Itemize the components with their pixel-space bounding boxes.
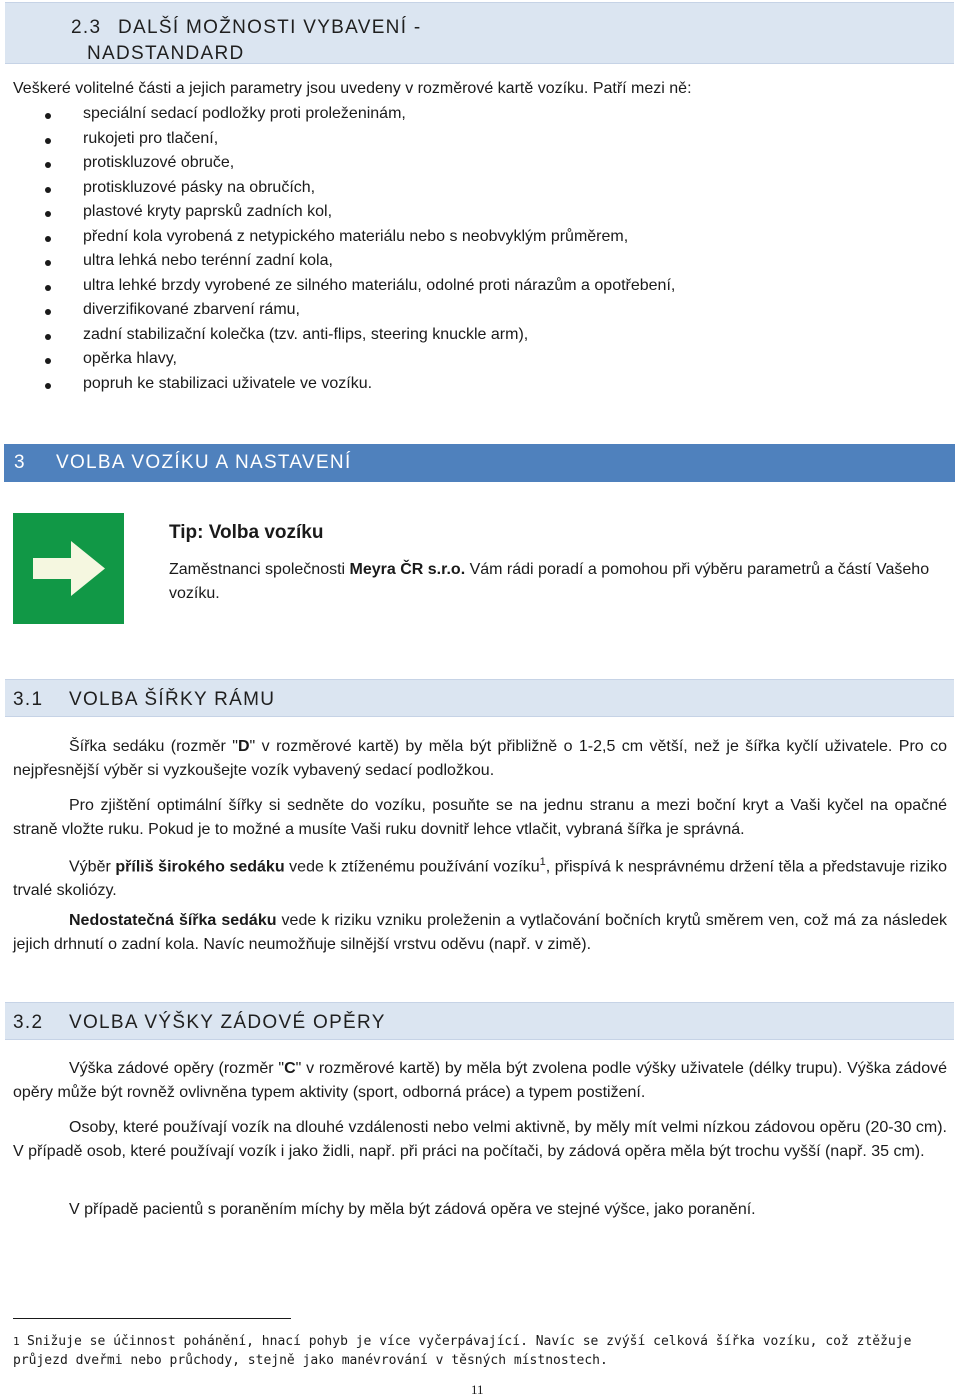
footnote-separator bbox=[13, 1318, 291, 1319]
bullet-dot bbox=[45, 383, 51, 389]
bullet-dot bbox=[45, 162, 51, 168]
section-2-3-heading bbox=[5, 2, 954, 64]
tip-title: Tip: Volba vozíku bbox=[169, 522, 324, 543]
list-item: přední kola vyrobená z netypického materiálu nebo s neobvyklým průměrem, bbox=[83, 228, 628, 246]
section-number: 2.3 bbox=[71, 17, 102, 38]
bullet-dot bbox=[45, 260, 51, 266]
list-item: zadní stabilizační kolečka (tzv. anti-flips, steering knuckle arm), bbox=[83, 326, 528, 344]
section-3-1-heading bbox=[5, 679, 954, 717]
list-item: diverzifikované zbarvení rámu, bbox=[83, 301, 300, 319]
section-title: VOLBA VOZÍKU A NASTAVENÍ bbox=[56, 452, 352, 473]
paragraph-seat-width: Šířka sedáku (rozměr "D" v rozměrové kartě) by měla být přibližně o 1-2,5 cm větší, než je šířka kyčlí uživatele. Pro co nejpřesnější výběr si vyzkoušejte vozík vybavený sedací podložkou. bbox=[13, 738, 947, 779]
bullet-dot bbox=[45, 358, 51, 364]
bullet-dot bbox=[45, 236, 51, 242]
paragraph-too-wide: Výběr příliš širokého sedáku vede k ztíženému používání vozíku$^1$, přispívá k nesprávnému držení těla a představuje riziko trvalé skoliózy. bbox=[13, 856, 947, 900]
paragraph-optimal-width: Pro zjištění optimální šířky si sedněte do vozíku, posuňte se na jednu stranu a mezi boční kryt a Vaši kyčel na opačné straně vložte ruku. Pokud je to možné a musíte Vaši ruku dovnitř lehce vtlačit, vybraná šířka je správná. bbox=[13, 797, 947, 838]
tip-text: Zaměstnanci společnosti Meyra ČR s.r.o. Vám rádi poradí a pomohou při výběru parametrů a částí Vašeho vozíku. bbox=[169, 561, 930, 602]
bullet-dot bbox=[45, 113, 51, 119]
list-item: ultra lehké brzdy vyrobené ze silného materiálu, odolné proti nárazům a opotřebení, bbox=[83, 277, 675, 295]
company-name: Meyra ČR s.r.o. bbox=[349, 561, 466, 578]
list-item: speciální sedací podložky proti proleženinám, bbox=[83, 105, 406, 123]
list-item: ultra lehká nebo terénní zadní kola, bbox=[83, 252, 333, 270]
list-item: protiskluzové obruče, bbox=[83, 154, 234, 172]
bullet-dot bbox=[45, 138, 51, 144]
section-3-heading bbox=[4, 444, 955, 482]
section-number: 3 bbox=[14, 452, 26, 473]
bullet-dot bbox=[45, 285, 51, 291]
list-item: opěrka hlavy, bbox=[83, 350, 177, 368]
paragraph-too-narrow: Nedostatečná šířka sedáku vede k riziku vzniku proleženin a vytlačování bočních krytů směrem ven, což má za následek jejich drhnutí o zadní kola. Navíc neumožňuje silnější vrstvu oděvu (např. v zimě). bbox=[13, 912, 947, 953]
list-item: protiskluzové pásky na obručích, bbox=[83, 179, 315, 197]
section-3-2-heading bbox=[5, 1002, 954, 1040]
section-title: VOLBA VÝŠKY ZÁDOVÉ OPĚRY bbox=[69, 1012, 386, 1033]
paragraph-backrest-height: Výška zádové opěry (rozměr "C" v rozměrové kartě) by měla být zvolena podle výšky uživatele (délky trupu). Výška zádové opěry může být rovněž ovlivněna typem aktivity (sport, odborná práce) a typem postižení. bbox=[13, 1060, 948, 1101]
footnote-ref[interactable]: 1 bbox=[539, 856, 546, 868]
section-number: 3.2 bbox=[13, 1012, 44, 1033]
list-item: plastové kryty paprsků zadních kol, bbox=[83, 203, 332, 221]
section-title-line2: NADSTANDARD bbox=[87, 43, 245, 64]
section-title: VOLBA ŠÍŘKY RÁMU bbox=[69, 689, 276, 710]
bullet-dot bbox=[45, 211, 51, 217]
paragraph-spinal-injury: V případě pacientů s poraněním míchy by měla být zádová opěra ve stejné výšce, jako poranění. bbox=[69, 1201, 756, 1218]
intro-text: Veškeré volitelné části a jejich parametry jsou uvedeny v rozměrové kartě vozíku. Patří mezi ně: bbox=[13, 80, 692, 97]
paragraph-active-users: Osoby, které používají vozík na dlouhé vzdálenosti nebo velmi aktivně, by měly mít velmi nízkou zádovou opěru (20-30 cm). V případě osob, které používají vozík i jako židli, např. při práci na počítači, by zádová opěra měla být trochu vyšší (např. 35 cm). bbox=[13, 1119, 947, 1160]
section-number: 3.1 bbox=[13, 689, 44, 710]
footnote-text: Snižuje se účinnost pohánění, hnací pohyb je více vyčerpávající. Navíc se zvýší celková šířka vozíku, což ztěžuje průjezd dveřmi nebo průchody, stejně jako manévrování v těsných místnostech. bbox=[13, 1334, 912, 1368]
bullet-dot bbox=[45, 309, 51, 315]
footnote bbox=[13, 1332, 948, 1370]
section-title-line1: DALŠÍ MOŽNOSTI VYBAVENÍ - bbox=[118, 17, 422, 38]
footnote-mark: 1 bbox=[13, 1335, 20, 1348]
bullet-dot bbox=[45, 187, 51, 193]
page-number: 11 bbox=[471, 1382, 484, 1397]
bullet-dot bbox=[45, 334, 51, 340]
list-item: popruh ke stabilizaci uživatele ve vozíku. bbox=[83, 375, 372, 393]
list-item: rukojeti pro tlačení, bbox=[83, 130, 218, 148]
arrow-right-icon bbox=[13, 513, 124, 624]
